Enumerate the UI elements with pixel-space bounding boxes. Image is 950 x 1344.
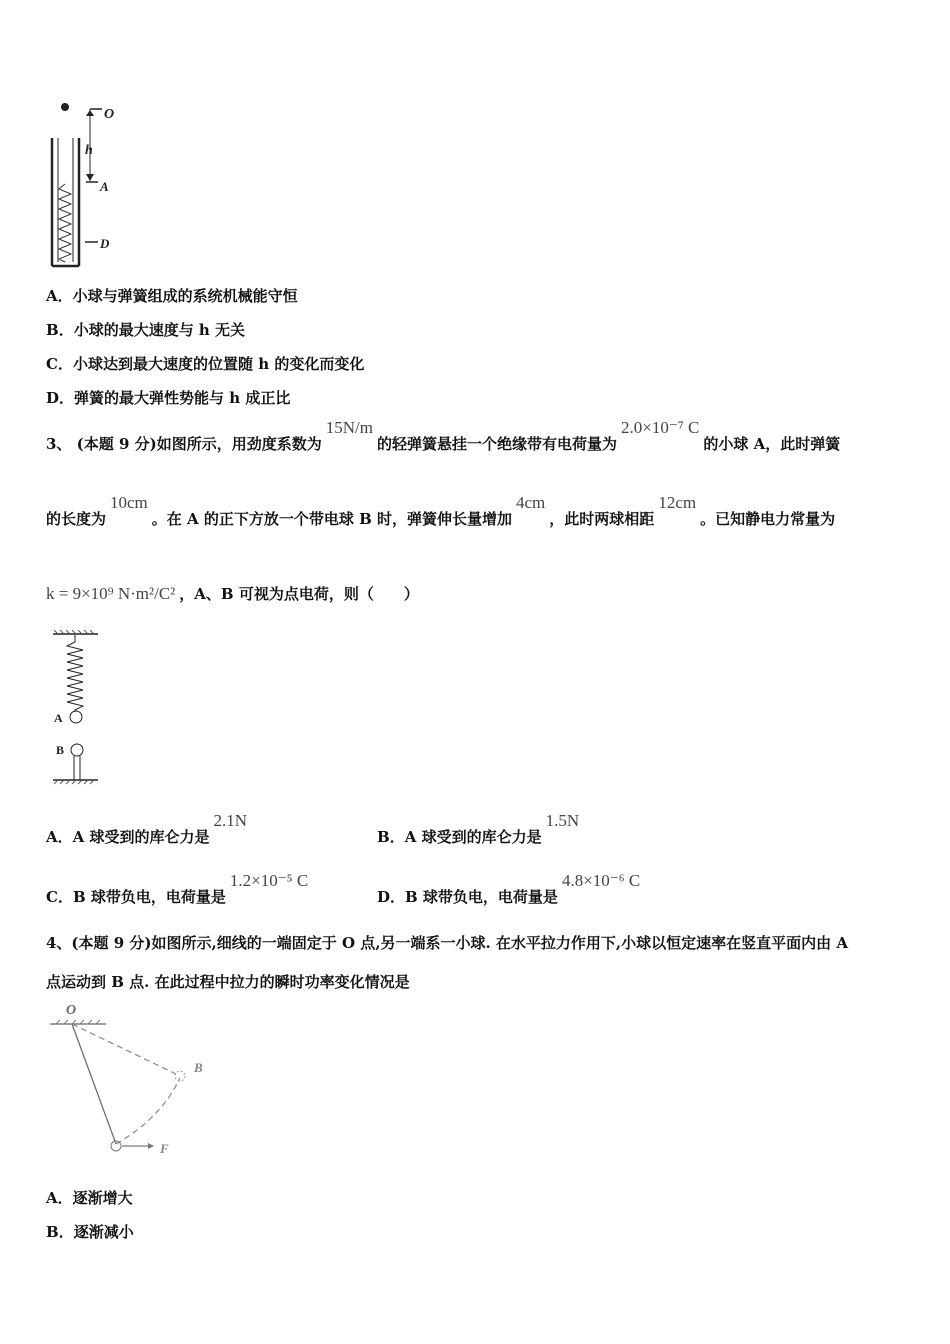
q2-option-a: A．小球与弹簧组成的系统机械能守恒: [46, 287, 298, 305]
label-h: h: [85, 143, 93, 158]
q3-line-3: k = 9×10⁹ N·m²/C² ，A、B 可视为点电荷，则（ ）: [46, 584, 419, 603]
q3-option-d: D．B 球带负电，电荷量是4.8×10⁻⁶ C: [377, 871, 641, 906]
label-b: B: [194, 1060, 203, 1075]
q4-line-1: 4、(本题 9 分)如图所示,细线的一端固定于 O 点,另一端系一小球. 在水平拉力作用下,小球以恒定速率在竖直平面内由 A: [46, 934, 848, 952]
label-d: D: [100, 236, 110, 251]
ball: [61, 103, 69, 111]
q4-option-a: A．逐渐增大: [46, 1189, 133, 1207]
q4-line-2: 点运动到 B 点. 在此过程中拉力的瞬时功率变化情况是: [46, 973, 410, 991]
q4-option-b: B．逐渐减小: [46, 1223, 134, 1241]
q2-option-c: C．小球达到最大速度的位置随 h 的变化而变化: [46, 355, 365, 373]
q2-option-d: D．弹簧的最大弹性势能与 h 成正比: [46, 389, 291, 407]
q3-option-a: A．A 球受到的库仑力是2.1N: [46, 811, 248, 846]
label-o: O: [66, 1003, 77, 1018]
q3-option-c: C．B 球带负电，电荷量是1.2×10⁻⁵ C: [46, 871, 309, 906]
label-o: O: [104, 107, 115, 122]
q3-line-2: 的长度为10cm。在 A 的正下方放一个带电球 B 时，弹簧伸长量增加4cm，此时两球相距12cm。已知静电力常量为: [46, 493, 836, 528]
label-b: B: [56, 743, 65, 757]
label-a: A: [100, 179, 109, 194]
label-a: A: [54, 711, 63, 725]
q2-option-b: B．小球的最大速度与 h 无关: [46, 321, 246, 339]
figure-ball-spring-tube: [40, 96, 130, 272]
q3-option-b: B．A 球受到的库仑力是1.5N: [377, 811, 580, 846]
q3-line-1: 3、 (本题 9 分)如图所示，用劲度系数为15N/m的轻弹簧悬挂一个绝缘带有电荷量为2.0×10⁻⁷ C的小球 A，此时弹簧: [46, 418, 841, 453]
label-f: F: [160, 1141, 169, 1156]
figure-pendulum: [46, 998, 216, 1160]
figure-spring-charges: [50, 630, 110, 788]
